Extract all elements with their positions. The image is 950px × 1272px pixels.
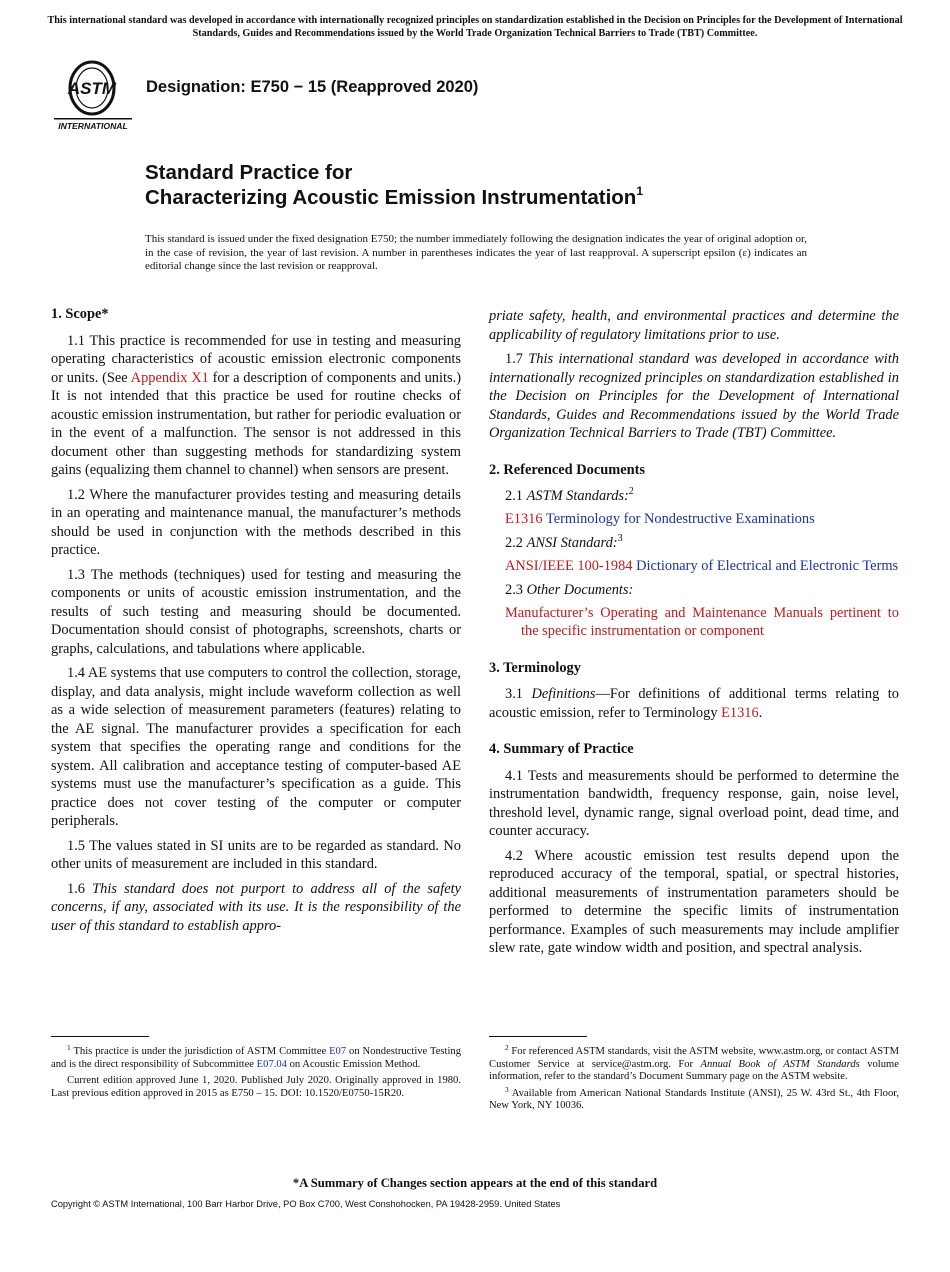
footnotes-right (489, 1043, 899, 1117)
designation: Designation: E750 − 15 (Reapproved 2020) (146, 78, 479, 96)
logo-subtext: INTERNATIONAL (58, 121, 128, 131)
subsection-2-3 (505, 581, 899, 600)
footnote-3 (489, 1084, 899, 1113)
section-heading-referenced: 2. Referenced Documents (489, 461, 645, 478)
footnote-1-edition: Current edition approved June 1, 2020. Published July 2020. Originally approved in 1980. Last previous edition approved in 2015 as E750 – 15. DOI: 10.1520/E0750-15R20. (51, 1075, 461, 1099)
ref-manuals[interactable]: Manufacturer’s Operating and Maintenance Manuals pertinent to the specific instrumentation or component (505, 604, 899, 639)
para-3-1-num: 3.1 (505, 686, 532, 702)
section-heading-summary: 4. Summary of Practice (489, 741, 634, 757)
title-text: Characterizing Acoustic Emission Instrumentation (145, 186, 637, 209)
para-1-5: 1.5 The values stated in SI units are to be regarded as standard. No other units of measurement are included in this standard. (51, 837, 461, 872)
section-heading-terminology: 3. Terminology (489, 659, 581, 676)
copyright: Copyright © ASTM International, 100 Barr Harbor Drive, PO Box C700, West Conshohocken, PA 19428-2959. United States (51, 1199, 561, 1209)
ansi-link[interactable]: ANSI/IEEE 100-1984 (505, 557, 633, 574)
subsection-2-2-num: 2.2 (505, 535, 527, 551)
para-1-6-start (51, 880, 461, 936)
footnote-mark-3[interactable]: 3 (617, 533, 623, 544)
para-1-1-text-b: for a description of components and units.) It is not intended that this practice be used for routine checks of acoustic emission instrumentation, but rather for periodic evaluation or in the event of a malfunction. The sensor is not addressed in this document other than suggesting methods for standardizing system gains (equalizing them channel to channel) when sensors are present. (51, 369, 461, 478)
footnote-1 (51, 1043, 462, 1071)
footnote-2-text-b: volume information, refer to the standard’s Document Summary page on the ASTM website. (489, 1058, 899, 1083)
para-4-2: 4.2 Where acoustic emission test results depend upon the reproduced accuracy of the temporal, spatial, or spectral histories, additional measurements of instrumentation parameters should be performed to determine the specific limits of instrumentation performance. Examples of such measurements may include amplifier slew rate, gate window width and position, and spectral analysis. (489, 847, 899, 956)
para-1-6-cont: priate safety, health, and environmental practices and determine the applicability of regulatory limitations prior to use. (489, 308, 899, 343)
para-1-7-num: 1.7 (505, 351, 529, 367)
e1316-title-link[interactable]: Terminology for Nondestructive Examinations (545, 510, 815, 527)
para-1-6-text: This standard does not purport to address all of the safety concerns, if any, associated with its use. It is the responsibility of the user of this standard to establish appro- (51, 880, 461, 934)
subsection-2-3-label: Other Documents: (526, 582, 634, 598)
footnote-2-text-a: For referenced ASTM standards, visit the ASTM website, www.astm.org, or contact ASTM Customer Service at service@astm.org. For (489, 1046, 899, 1070)
subsection-2-2 (505, 534, 899, 553)
para-1-3: 1.3 The methods (techniques) used for testing and measuring the components or units of acoustic emission instrumentation, and the results of such testing and measuring should be documented. Documentation should consist of photographs, screenshots, charts or graphs, calculations, and tabulations where applicable. (51, 566, 461, 657)
footnote-1-mark: 1 (67, 1043, 71, 1052)
para-1-6-num: 1.6 (67, 880, 93, 897)
e1316-link[interactable]: E1316 (505, 510, 543, 527)
para-1-4: 1.4 AE systems that use computers to control the collection, storage, display, and data analysis, might include waveform collection as well as a wide selection of measurement parameters (features) relating to the AE signal. The manufacturer provides a specification for each system that specifies the operating range and conditions for the system. All calibration and acceptance testing of computer-based AE systems must use the manufacturer’s specification as a guide. This practice does not cover testing of the computer or computer peripherals. (51, 665, 461, 829)
right-column (489, 307, 899, 964)
para-1-2: 1.2 Where the manufacturer provides testing and measuring details in an operating and maintenance manual, the manufacturer’s methods should be used in conjunction with the methods described in this practice. (51, 486, 461, 558)
ansi-title-link[interactable]: Dictionary of Electrical and Electronic Terms (636, 557, 899, 574)
footnote-2-mark: 2 (505, 1043, 509, 1052)
astm-logo (52, 58, 134, 132)
para-3-1-end: . (758, 704, 763, 721)
footnote-3-text: Available from American National Standards Institute (ANSI), 25 W. 43rd St., 4th Floor, New York, NY 10036. (489, 1087, 899, 1112)
footnote-2 (489, 1043, 899, 1084)
subsection-2-3-num: 2.3 (505, 582, 527, 598)
para-1-7-text: This international standard was developed in accordance with internationally recognized principles on standardization established in the Decision on Principles for the Development of International Standards, Guides and Recommendations issued by the World Trade Organization Technical Barriers to Trade (TBT) Committee. (489, 351, 899, 441)
subsection-2-1-label: ASTM Standards: (526, 488, 629, 504)
footnote-mark-2[interactable]: 2 (628, 486, 634, 497)
definitions-label: Definitions (531, 686, 596, 702)
issued-note: This standard is issued under the fixed designation E750; the number immediately following the designation indicates the year of original adoption or, in the case of revision, the year of last revision. A number in parentheses indicates the year of last reapproval. A superscript epsilon (ε) indicates an editorial change since the last revision or reapproval. (145, 233, 807, 273)
summary-of-changes-note: *A Summary of Changes section appears at the end of this standard (292, 1176, 658, 1190)
footnote-rule-left (51, 1036, 149, 1037)
title-footnote-mark[interactable]: 1 (636, 184, 644, 198)
subsection-2-2-label: ANSI Standard: (526, 535, 618, 551)
left-column (51, 305, 461, 941)
para-4-1: 4.1 Tests and measurements should be performed to determine the instrumentation bandwidth, frequency response, gain, noise level, threshold level, dynamic range, signal overload point, dead time, and counter accuracy. (489, 767, 899, 839)
footnote-2-italic: Annual Book of ASTM Standards (700, 1058, 860, 1070)
subsection-2-1-num: 2.1 (505, 488, 527, 504)
title-line-2 (145, 185, 643, 210)
document-title (145, 160, 643, 210)
tbt-notice: This international standard was developed in accordance with internationally recognized principles on standardization established in the Decision on Principles for the Development of International Standards, Guides and Recommendations issued by the World Trade Organization Technical Barriers to Trade (TBT) Committee. (47, 15, 903, 39)
ref-e1316 (505, 510, 899, 529)
footnote-3-mark: 3 (505, 1084, 509, 1094)
para-3-1 (489, 685, 899, 722)
section-heading-scope: 1. Scope* (51, 306, 109, 322)
ref-ansi (505, 557, 899, 576)
terminology-e1316-link[interactable]: E1316 (721, 704, 759, 721)
committee-e07-link[interactable]: E07 (329, 1046, 347, 1057)
para-1-7 (489, 350, 899, 443)
subsection-2-1 (505, 487, 899, 506)
footnote-1-text-b: on Nondestructive Testing and is the direct responsibility of Subcommittee (51, 1046, 462, 1070)
footnote-1-text-a: This practice is under the jurisdiction of ASTM Committee (70, 1046, 330, 1057)
para-1-1 (51, 332, 461, 480)
appendix-x1-link[interactable]: Appendix X1 (130, 369, 209, 386)
para-1-1-text-a: 1.1 This practice is recommended for use in testing and measuring operating characteristics of acoustic emission electronic components or units. (See (51, 332, 461, 386)
subcommittee-e07-04-link[interactable]: E07.04 (256, 1058, 287, 1070)
footnotes-left (51, 1043, 462, 1104)
footnote-1-text-c: on Acoustic Emission Method. (286, 1058, 421, 1070)
para-3-1-text: —For definitions of additional terms relating to acoustic emission, refer to Terminology (489, 686, 899, 721)
title-line-1: Standard Practice for (145, 161, 353, 184)
logo-text: ASTM (67, 79, 117, 98)
footnote-rule-right (489, 1036, 587, 1037)
